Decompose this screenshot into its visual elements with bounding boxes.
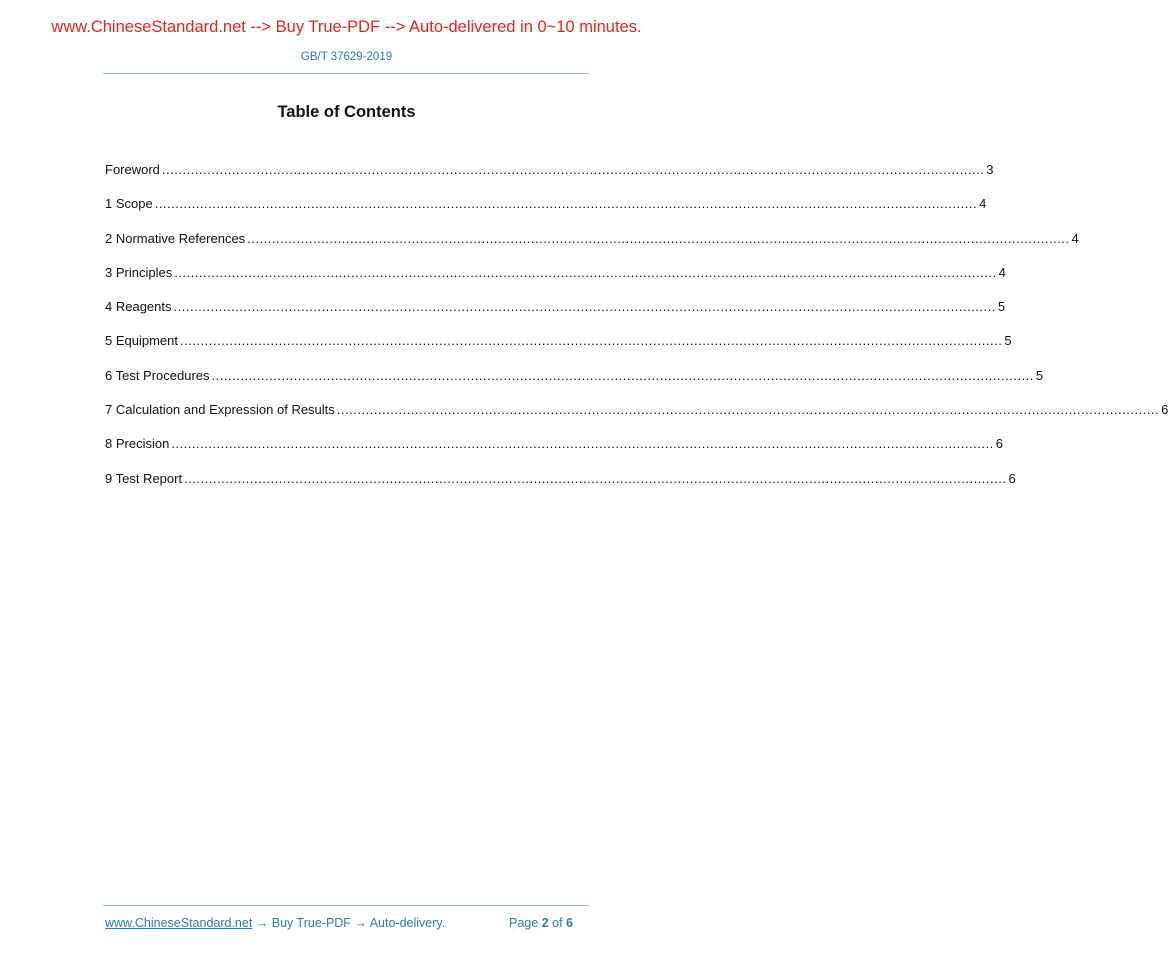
toc-entry[interactable]	[105, 162, 994, 196]
toc-entry-page: 4	[979, 196, 987, 212]
toc-entry-page: 5	[1035, 367, 1044, 383]
toc-leader-dots: ........................................................................................................................................................................................................	[161, 162, 985, 177]
toc-entry-page: 5	[1004, 333, 1012, 349]
toc-leader-dots: ........................................................................................................................................................................................................	[171, 436, 994, 452]
toc-entry-page: 4	[998, 264, 1006, 280]
standard-code: GB/T 37629-2019	[300, 51, 393, 63]
toc-leader-dots: ........................................................................................................................................................................................................	[336, 402, 1160, 418]
toc-entry-page: 5	[997, 299, 1006, 315]
footer-buy-text: → Buy True-PDF	[252, 916, 355, 930]
toc-entry[interactable]	[105, 436, 1003, 470]
toc-entry-label: 1 Scope	[105, 196, 153, 212]
toc-entry[interactable]	[105, 299, 1006, 333]
toc-entry[interactable]	[105, 402, 1168, 436]
promo-banner[interactable]: www.ChineseStandard.net --> Buy True-PDF --> Auto-delivered in 0~10 minutes.	[51, 18, 642, 36]
toc-leader-dots: ........................................................................................................................................................................................................	[173, 299, 996, 315]
toc-entry-label: 4 Reagents	[105, 299, 172, 315]
toc-entry-page: 3	[986, 162, 994, 177]
footer-divider	[103, 905, 589, 906]
toc-entry-label: 7 Calculation and Expression of Results	[105, 402, 335, 418]
footer-promo	[105, 916, 445, 930]
toc-list	[105, 162, 1168, 505]
toc-leader-dots: ........................................................................................................................................................................................................	[154, 196, 978, 212]
toc-leader-dots: ........................................................................................................................................................................................................	[247, 230, 1070, 246]
toc-leader-dots: ........................................................................................................................................................................................................	[180, 333, 1003, 349]
toc-entry[interactable]	[105, 367, 1044, 402]
toc-entry-label: 9 Test Report	[105, 470, 183, 486]
toc-entry-label: 6 Test Procedures	[105, 367, 210, 383]
toc-entry-page: 6	[1008, 470, 1016, 486]
footer-site-link[interactable]: www.ChineseStandard.net	[105, 916, 253, 930]
toc-entry-label: 3 Principles	[105, 264, 173, 280]
toc-entry-label: Foreword	[105, 162, 160, 177]
toc-entry-page: 6	[1161, 402, 1168, 418]
toc-entry-label: 8 Precision	[105, 436, 170, 452]
toc-leader-dots: ........................................................................................................................................................................................................	[174, 264, 997, 280]
page-current: 2	[541, 916, 549, 930]
toc-entry[interactable]	[105, 264, 1006, 299]
toc-entry-label: 5 Equipment	[105, 333, 178, 349]
toc-entry-label: 2 Normative References	[105, 230, 246, 246]
page-total: 6	[566, 916, 573, 930]
toc-leader-dots: ........................................................................................................................................................................................................	[211, 367, 1034, 383]
toc-entry[interactable]	[105, 470, 1016, 505]
toc-title: Table of Contents	[277, 103, 416, 121]
footer-delivery-text: → Auto-delivery.	[354, 916, 446, 930]
page-label: Page	[509, 916, 539, 930]
toc-entry[interactable]	[105, 230, 1079, 265]
toc-entry-page: 6	[995, 436, 1003, 452]
page-of: of	[552, 916, 563, 930]
toc-leader-dots: ........................................................................................................................................................................................................	[184, 470, 1007, 486]
toc-entry[interactable]	[105, 196, 987, 230]
toc-entry-page: 4	[1071, 230, 1079, 246]
page-indicator	[509, 916, 573, 930]
toc-entry[interactable]	[105, 333, 1012, 367]
header-divider	[103, 73, 589, 74]
